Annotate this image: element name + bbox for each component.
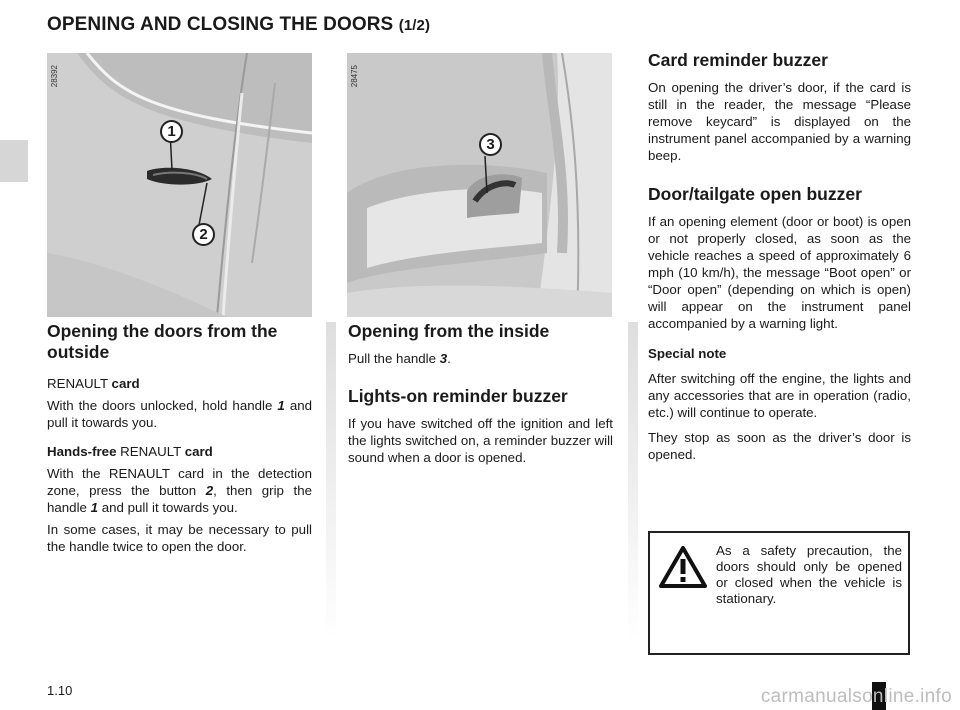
- special-note-label: Special note: [648, 346, 727, 361]
- handsfree-label: Hands-free RENAULT card: [47, 444, 213, 459]
- right-column: [648, 50, 911, 463]
- exterior-handle-figure: [47, 53, 312, 317]
- special-note-text-2: They stop as soon as the driver’s door is opened.: [648, 430, 911, 462]
- renault-card-label: RENAULT card: [47, 376, 140, 391]
- figure-code: 28475: [350, 65, 359, 88]
- heading-door-open: Door/tailgate open buzzer: [648, 184, 862, 204]
- left-column: [47, 321, 312, 555]
- interior-handle-illustration: [347, 53, 612, 317]
- callout-3: 3: [479, 133, 502, 156]
- column-divider: [326, 322, 336, 642]
- lights-on-text: If you have switched off the ignition and left the lights switched on, a reminder buzzer will sound when a door is opened.: [348, 416, 613, 465]
- page-title: OPENING AND CLOSING THE DOORS (1/2): [47, 14, 431, 35]
- card-reminder-text: On opening the driver’s door, if the card is still in the reader, the message “Please remove keycard” is displayed on the instrument panel accompanied by a warning beep.: [648, 80, 911, 163]
- watermark: carmanualsonline.info: [760, 686, 952, 707]
- interior-handle-figure: [347, 53, 612, 317]
- heading-outside: Opening the doors from the outside: [47, 321, 278, 362]
- heading-card-reminder: Card reminder buzzer: [648, 50, 828, 70]
- callout-2: 2: [192, 223, 215, 246]
- safety-warning-box: [648, 531, 910, 655]
- heading-lights-on: Lights-on reminder buzzer: [348, 386, 568, 406]
- middle-column: [348, 321, 613, 466]
- special-note-text-1: After switching off the engine, the lights and any accessories that are in operation (radio, etc.) will continue to operate.: [648, 371, 911, 420]
- section-tab: [0, 140, 28, 182]
- figure-code: 28392: [50, 65, 59, 88]
- safety-warning-text: As a safety precaution, the doors should only be opened or closed when the vehicle is stationary.: [716, 543, 902, 606]
- inside-text: Pull the handle 3.: [348, 351, 451, 366]
- page-part: (1/2): [398, 17, 431, 34]
- column-divider: [628, 322, 638, 642]
- callout-1: 1: [160, 120, 183, 143]
- renault-card-text: With the doors unlocked, hold handle 1 and pull it towards you.: [47, 398, 312, 430]
- page-number: 1.10: [47, 683, 73, 698]
- pull-twice-text: In some cases, it may be necessary to pull the handle twice to open the door.: [47, 522, 312, 554]
- warning-triangle-icon: [658, 545, 708, 589]
- exterior-handle-illustration: [47, 53, 312, 317]
- heading-inside: Opening from the inside: [348, 321, 550, 341]
- handsfree-text: With the RENAULT card in the detection zone, press the button 2, then grip the handle 1 and pull it towards you.: [47, 466, 312, 515]
- door-open-text: If an opening element (door or boot) is open or not properly closed, as soon as the vehicle reaches a speed of approximately 6 mph (10 km/h), the message “Boot open” or “Door open” (depending on which is open) will appear on the instrument panel accompanied by a warning light.: [648, 214, 911, 331]
